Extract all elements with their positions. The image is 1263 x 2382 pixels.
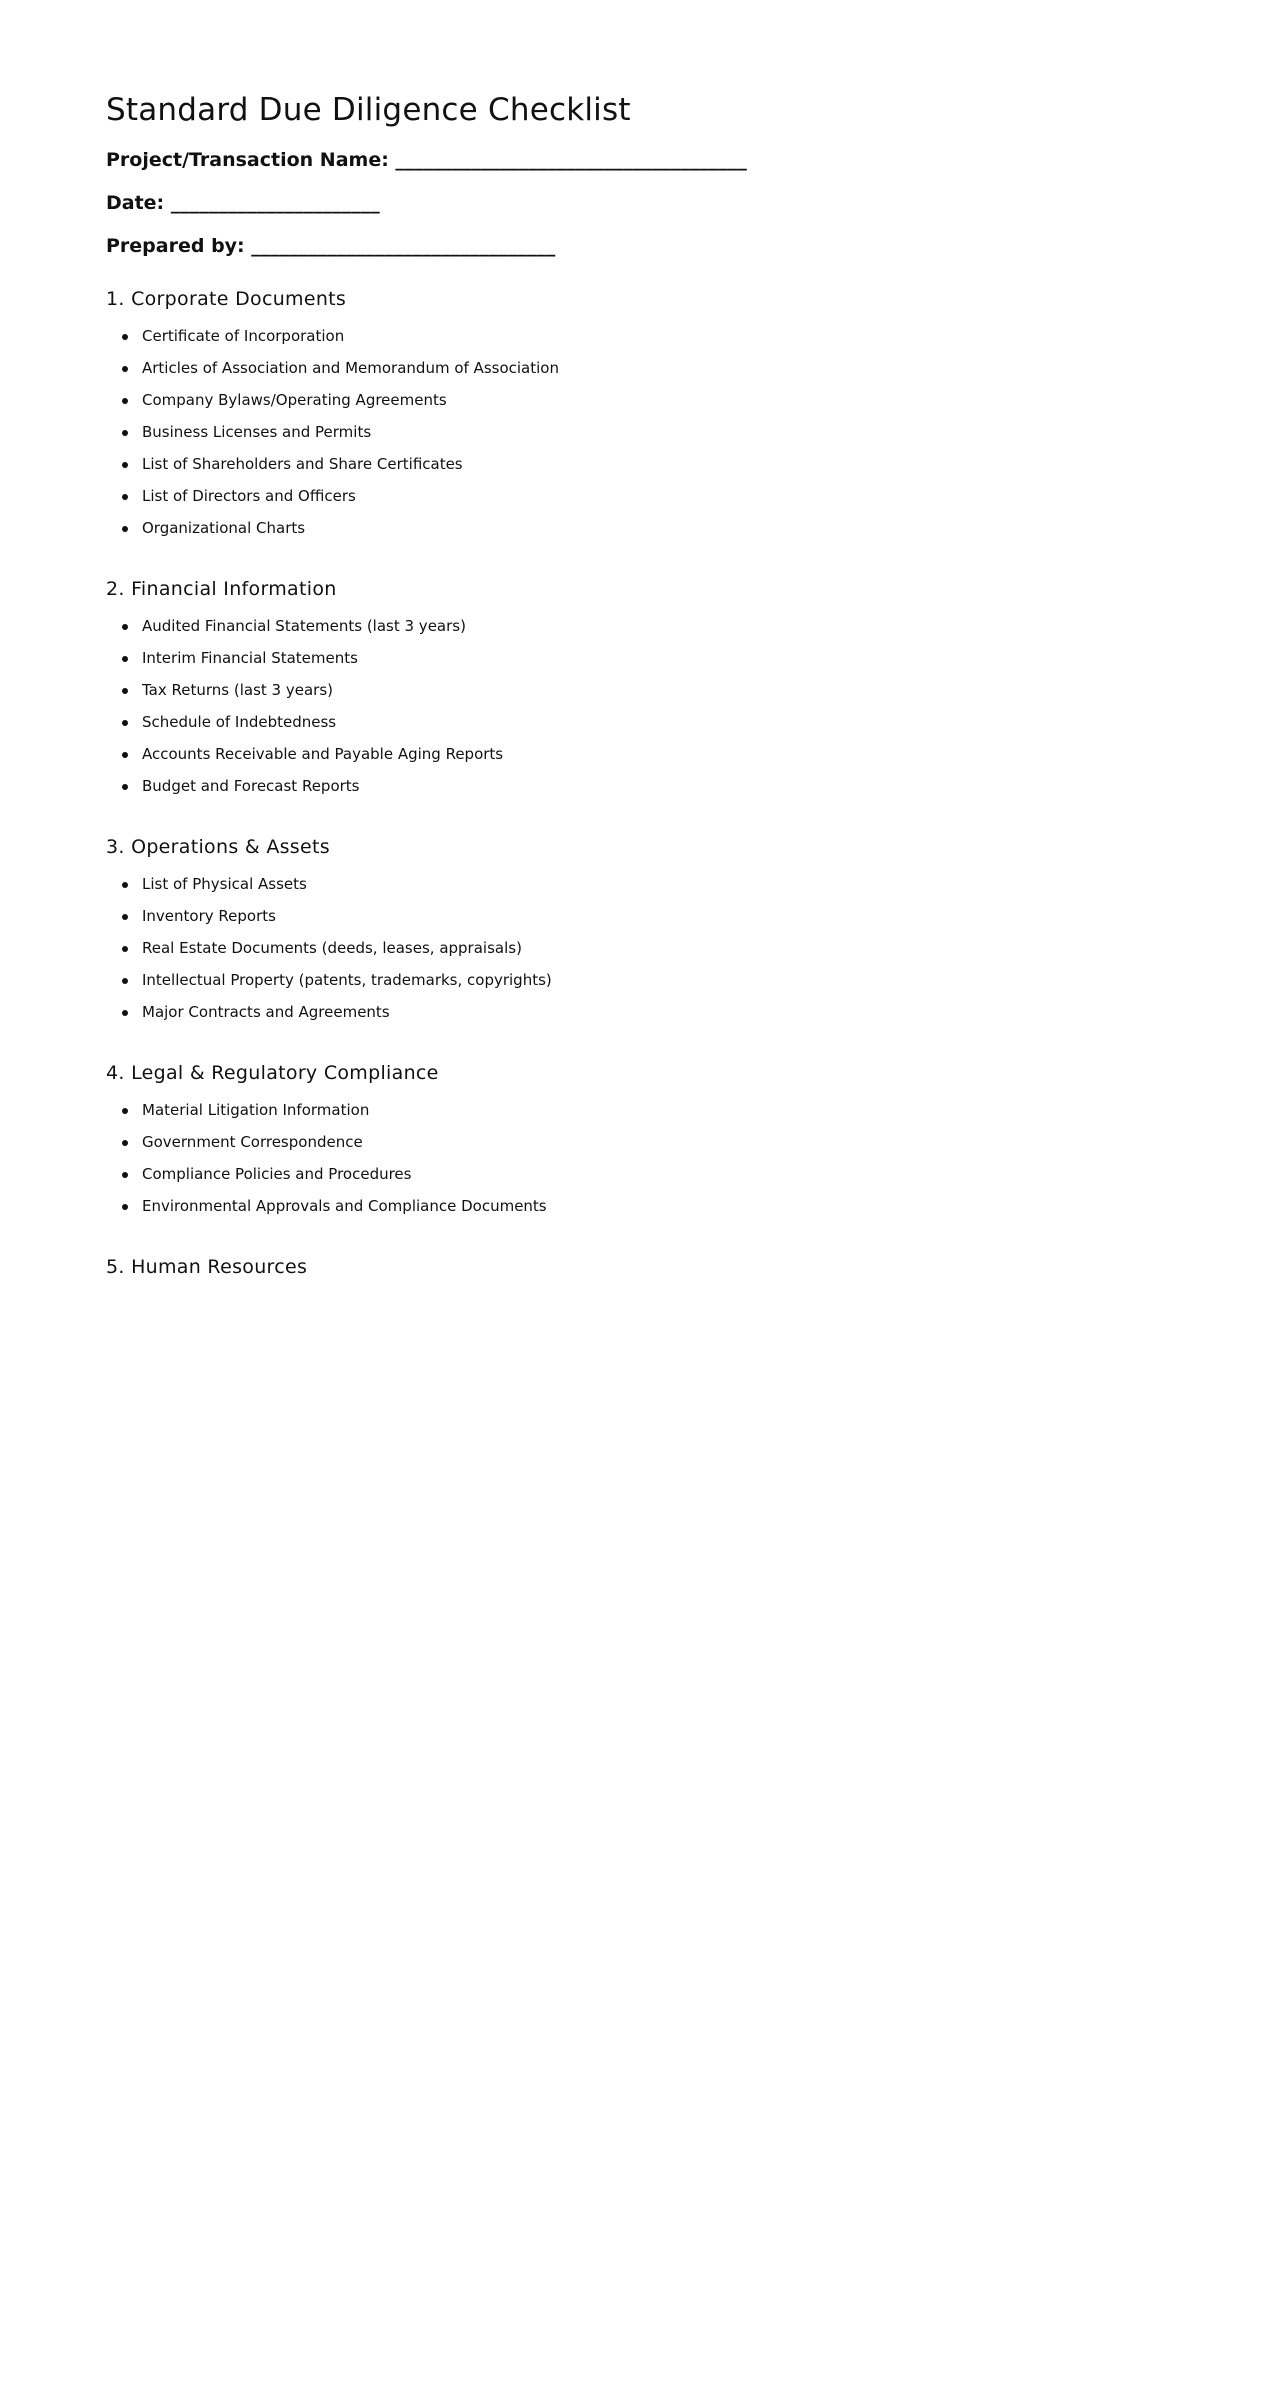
section-heading: 5. Human Resources: [106, 1256, 308, 1278]
checklist-items: [106, 1094, 1263, 1222]
bullet-icon: [122, 1010, 128, 1016]
list-item: [106, 964, 1263, 996]
list-item-label: Budget and Forecast Reports: [142, 777, 360, 795]
checklist-items: [106, 320, 1263, 544]
list-item: [106, 610, 1263, 642]
list-item-label: Environmental Approvals and Compliance Documents: [142, 1197, 547, 1215]
bullet-icon: [122, 882, 128, 888]
bullet-icon: [122, 1172, 128, 1178]
section-heading: 1. Corporate Documents: [106, 288, 347, 310]
bullet-icon: [122, 494, 128, 500]
list-item-label: Intellectual Property (patents, trademarks, copyrights): [142, 971, 552, 989]
bullet-icon: [122, 914, 128, 920]
list-item-label: Company Bylaws/Operating Agreements: [142, 391, 447, 409]
checklist-section: [106, 1253, 1263, 1281]
project-name-field: Project/Transaction Name: _____________________________________: [106, 149, 747, 171]
page-title: Standard Due Diligence Checklist: [106, 92, 631, 128]
list-item: [106, 868, 1263, 900]
list-item-label: Accounts Receivable and Payable Aging Reports: [142, 745, 504, 763]
checklist-items: [106, 610, 1263, 802]
bullet-icon: [122, 720, 128, 726]
checklist-sections: [106, 285, 1263, 1281]
list-item-label: Material Litigation Information: [142, 1101, 370, 1119]
bullet-icon: [122, 784, 128, 790]
list-item: [106, 706, 1263, 738]
list-item-label: Inventory Reports: [142, 907, 276, 925]
bullet-icon: [122, 1108, 128, 1114]
list-item: [106, 1158, 1263, 1190]
section-heading: 4. Legal & Regulatory Compliance: [106, 1062, 439, 1084]
bullet-icon: [122, 430, 128, 436]
bullet-icon: [122, 1140, 128, 1146]
bullet-icon: [122, 398, 128, 404]
list-item-label: Organizational Charts: [142, 519, 306, 537]
bullet-icon: [122, 656, 128, 662]
list-item: [106, 996, 1263, 1028]
section-heading: 2. Financial Information: [106, 578, 337, 600]
list-item: [106, 770, 1263, 802]
bullet-icon: [122, 624, 128, 630]
bullet-icon: [122, 752, 128, 758]
list-item-label: List of Directors and Officers: [142, 487, 356, 505]
bullet-icon: [122, 462, 128, 468]
list-item: [106, 448, 1263, 480]
list-item: [106, 1190, 1263, 1222]
checklist-items: [106, 868, 1263, 1028]
list-item: [106, 384, 1263, 416]
list-item-label: Real Estate Documents (deeds, leases, appraisals): [142, 939, 522, 957]
bullet-icon: [122, 1204, 128, 1210]
list-item-label: Tax Returns (last 3 years): [142, 681, 333, 699]
bullet-icon: [122, 978, 128, 984]
list-item: [106, 674, 1263, 706]
list-item-label: Certificate of Incorporation: [142, 327, 345, 345]
list-item: [106, 512, 1263, 544]
checklist-section: [106, 285, 1263, 544]
list-item-label: List of Physical Assets: [142, 875, 307, 893]
list-item: [106, 738, 1263, 770]
list-item-label: Compliance Policies and Procedures: [142, 1165, 412, 1183]
list-item-label: Major Contracts and Agreements: [142, 1003, 390, 1021]
list-item-label: Audited Financial Statements (last 3 years): [142, 617, 466, 635]
list-item: [106, 1126, 1263, 1158]
bullet-icon: [122, 688, 128, 694]
list-item-label: Schedule of Indebtedness: [142, 713, 337, 731]
bullet-icon: [122, 366, 128, 372]
list-item-label: Interim Financial Statements: [142, 649, 358, 667]
checklist-section: [106, 833, 1263, 1028]
section-heading: 3. Operations & Assets: [106, 836, 330, 858]
list-item: [106, 900, 1263, 932]
checklist-section: [106, 575, 1263, 802]
list-item-label: Articles of Association and Memorandum of Association: [142, 359, 559, 377]
list-item: [106, 352, 1263, 384]
prepared-by-field: Prepared by: ________________________________: [106, 235, 556, 257]
list-item: [106, 932, 1263, 964]
list-item: [106, 416, 1263, 448]
list-item-label: Business Licenses and Permits: [142, 423, 372, 441]
bullet-icon: [122, 946, 128, 952]
bullet-icon: [122, 526, 128, 532]
bullet-icon: [122, 334, 128, 340]
checklist-section: [106, 1059, 1263, 1222]
list-item: [106, 480, 1263, 512]
list-item: [106, 320, 1263, 352]
date-field: Date: ______________________: [106, 192, 380, 214]
list-item-label: Government Correspondence: [142, 1133, 363, 1151]
list-item: [106, 642, 1263, 674]
list-item: [106, 1094, 1263, 1126]
list-item-label: List of Shareholders and Share Certificates: [142, 455, 463, 473]
